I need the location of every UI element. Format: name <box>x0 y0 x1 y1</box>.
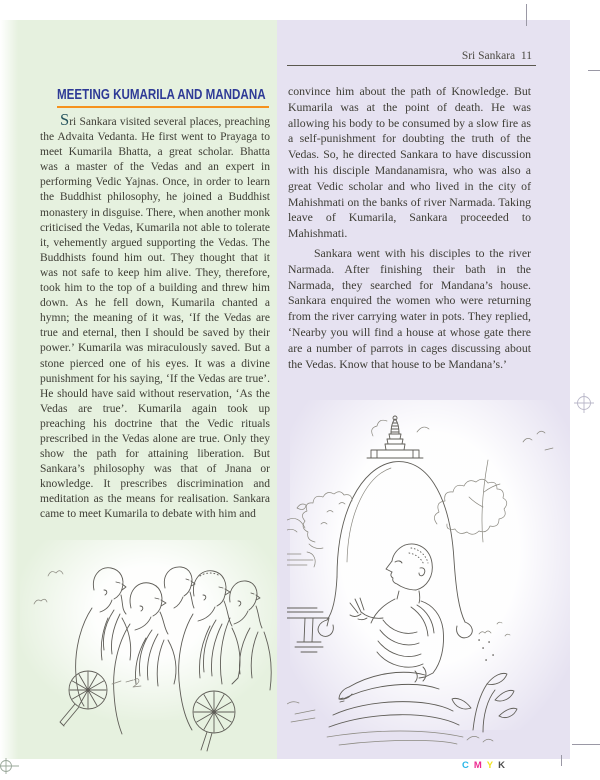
crop-mark-bottom-right <box>572 744 600 745</box>
right-paragraph-1: convince him about the path of Knowledge. But Kumarila was at the point of death. He was allowing his body to be consumed by a slow fire as a self-punishment for doubting the truth of the Vedas. So, he directed Sankara to have discussion with his disciple Mandanamisra, who was also a great Vedic scholar and who lived in the city of Mahishmati on the banks of river Narmada. Taking leave of Kumarila, Sankara proceeded to Mahishmati. <box>288 84 531 241</box>
section-heading <box>57 86 269 108</box>
crop-mark-top <box>526 4 527 26</box>
crop-tick-bottom-right <box>561 755 562 766</box>
monks-group-illustration <box>18 548 277 760</box>
cmyk-letter-y: Y <box>486 760 494 771</box>
cmyk-print-strip <box>462 760 510 771</box>
section-heading-text: MEETING KUMARILA AND MANDANA <box>57 87 266 103</box>
right-text-column <box>288 84 531 372</box>
registration-mark-right <box>574 393 594 413</box>
cmyk-letter-c: C <box>462 760 469 771</box>
left-paragraph-text: ri Sankara visited several places, preaching the Advaita Vedanta. He first went to Prayaga to meet Kumarila Bhatta, a great scholar. Bhatta was a master of the Vedas and an expert in performing Vedic Yajnas. Once, in order to learn the Buddhist philosophy, he joined a Buddhist monastery in disguise. There, when another monk criticised the Vedas, Kumarila not able to tolerate it, vehemently argued supporting the Vedas. The Buddhists found him out. They thought that it was not safe to keep him alive. They, therefore, took him to the top of a building and threw him down. As he fell down, Kumarila chanted a hymn; the meaning of it was, ‘If the Vedas are true and eternal, then I should be saved by their power.’ Kumarila was miraculously saved. But a stone pierced one of his eyes. It was a divine punishment for his saying, ‘If the Vedas are true’. He should have said without reservation, ‘As the Vedas are true’. Kumarila again took up preaching his doctrine that the Vedic rituals prescribed in the Vedas alone are true. Only they show the path for attaining liberation. But Sankara’s philosophy was that of Jnana or knowledge. It prescribes discrimination and meditation as the means for realisation. Sankara came to meet Kumarila to debate with him and <box>40 116 270 521</box>
drop-initial: S <box>60 110 70 129</box>
left-paragraph <box>40 112 270 523</box>
cmyk-letter-m: M <box>473 760 482 771</box>
right-paragraph-2: Sankara went with his disciples to the river Narmada. After finishing their bath in the Narmada, they searched for Mandana’s house. Sankara enquired the women who were returning from the river carrying water in pots. They replied, ‘Nearby you will find a house at whose gate there are a number of parrots in cages discussing about the Vedas. Know that house to be Mandana’s.’ <box>288 245 531 371</box>
crop-mark-top-right <box>588 70 600 71</box>
cmyk-letter-k: K <box>498 760 506 771</box>
stupa-monk-illustration <box>287 412 570 760</box>
running-header: Sri Sankara 11 <box>287 50 536 66</box>
left-text-column <box>40 112 270 523</box>
registration-mark-bottom-left <box>0 757 19 775</box>
